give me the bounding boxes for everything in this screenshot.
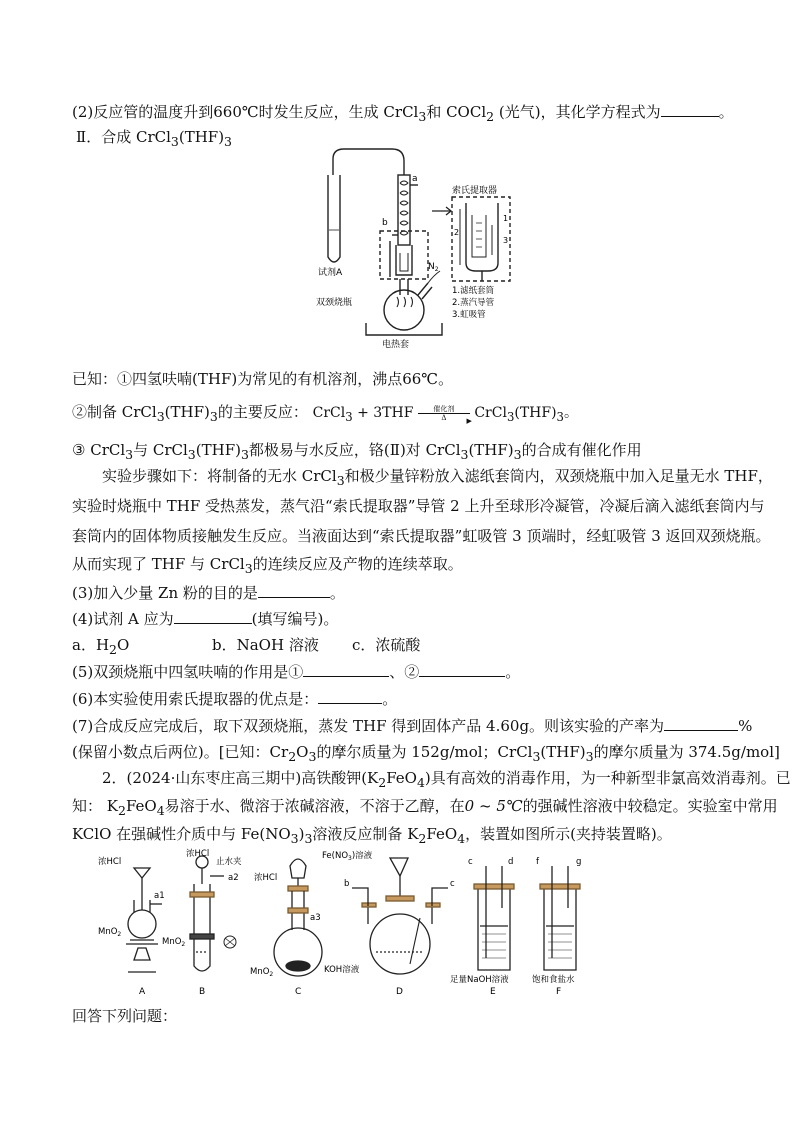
- procedure-3: [72, 525, 771, 547]
- problem-2-line-1: [102, 767, 791, 794]
- subscript: 3: [513, 447, 522, 462]
- label-b-mno2: MnO$_2$: [162, 937, 186, 948]
- problem-2-l1-mid: FeO: [386, 769, 417, 787]
- question-7-unit: %: [738, 717, 753, 735]
- label-a1: a1: [154, 891, 165, 901]
- label-d-c: c: [450, 879, 455, 889]
- procedure-2: [72, 495, 765, 517]
- subscript: 4: [457, 831, 466, 846]
- answer-blank: [258, 583, 330, 598]
- subscript: 3: [209, 409, 218, 424]
- subscript: 2: [109, 642, 117, 657]
- answer-blank: [664, 716, 738, 731]
- known-3-mid3: (THF): [468, 441, 514, 459]
- condenser: [398, 175, 410, 245]
- question-7b-prefix: (保留小数点后两位)。[已知：Cr: [72, 743, 289, 761]
- caption-d: D: [396, 987, 403, 997]
- procedure-4-prefix: 从而实现了 THF 与 CrCl: [72, 555, 245, 573]
- question-7b-mid: O: [296, 743, 309, 761]
- label-e-d: d: [508, 857, 514, 867]
- question-3: [72, 582, 728, 604]
- option-a: [72, 634, 212, 661]
- inset-label-2: 2: [454, 228, 460, 237]
- section-title-mid: (THF): [178, 128, 225, 146]
- temperature-range: 0 ~ 5℃: [464, 797, 523, 815]
- subscript: 4: [156, 803, 165, 818]
- subscript: 3: [187, 447, 196, 462]
- caption-e: E: [490, 987, 496, 997]
- heating-mantle: [366, 323, 442, 335]
- caption-f: F: [556, 987, 562, 997]
- question-6-text: (6)本实验使用索氏提取器的优点是：: [72, 690, 319, 708]
- subscript: 3: [170, 134, 179, 149]
- known-3-prefix: ③ CrCl: [72, 441, 126, 459]
- question-2-line: [72, 101, 734, 128]
- subscript: 3: [532, 749, 541, 764]
- answer-blank: [661, 102, 719, 117]
- question-7-text: (7)合成反应完成后，取下双颈烧瓶，蒸发 THF 得到固体产品 4.60g。则该实验的产率为: [72, 717, 665, 735]
- problem-2-l2-prefix: 知： K: [72, 797, 118, 815]
- answer-blank: [174, 609, 252, 624]
- label-a3: a3: [310, 913, 321, 923]
- procedure-4-suffix: 的连续反应及产物的连续萃取。: [252, 555, 463, 573]
- eq-arrow: 催化剂 ▶ Δ: [418, 405, 470, 422]
- known-1-text: 已知：①四氢呋喃(THF)为常见的有机溶剂，沸点66℃。: [72, 370, 454, 388]
- known-3-mid2: (THF): [195, 441, 241, 459]
- inset-label-1: 1: [503, 214, 509, 223]
- problem-2-l2-mid: FeO: [125, 797, 157, 815]
- connecting-tube: [333, 149, 404, 175]
- funnel-a: [134, 868, 150, 878]
- flask-a: [128, 910, 156, 938]
- problem-2-l1-prefix: 2．(2024·山东枣庄高三期中)高铁酸钾(K: [102, 769, 379, 787]
- known-2-prefix: ②制备 CrCl: [72, 403, 157, 421]
- legend-3: 3.虹吸管: [452, 310, 486, 320]
- question-5-text: (5)双颈烧瓶中四氢呋喃的作用是①: [72, 663, 304, 681]
- eq-end: 。: [563, 405, 578, 421]
- label-n2: $N_2$: [428, 262, 439, 273]
- question-4-text: (4)试剂 A 应为: [72, 610, 174, 628]
- subscript: 3: [506, 409, 515, 424]
- caption-a: A: [139, 987, 146, 997]
- apparatus-d: [352, 858, 448, 974]
- two-neck-flask: [384, 290, 424, 330]
- known-3-end: 的合成有催化作用: [521, 441, 642, 459]
- subscript: 3: [240, 447, 249, 462]
- eq-right: CrCl: [474, 405, 507, 421]
- options-line: [72, 634, 728, 661]
- procedure-1: [102, 465, 773, 492]
- question-7: [72, 715, 753, 737]
- eq-condition-top: 催化剂: [433, 404, 455, 413]
- problem-2-l2-suffix: 的强碱性溶液中较稳定。实验室中常用: [522, 797, 778, 815]
- subscript: 3: [290, 831, 299, 846]
- subscript: 3: [244, 561, 253, 576]
- procedure-3-text: 套筒内的固体物质接触发生反应。当液面达到“索氏提取器”虹吸管 3 顶端时，经虹吸管 3 返回双颈烧瓶。: [72, 527, 771, 545]
- subscript: 3: [418, 109, 427, 124]
- side-neck: [418, 283, 432, 299]
- procedure-2-text: 实验时烧瓶中 THF 受热蒸发，蒸气沿“索氏提取器”导管 2 上升至球形冷凝管，冷凝后滴入滤纸套筒内与: [72, 497, 765, 515]
- q2-text-suffix: (光气)，其化学方程式为: [494, 103, 661, 121]
- label-f-brine: 饱和食盐水: [532, 975, 575, 985]
- question-5-sep: 、②: [389, 663, 420, 681]
- label-f-g: g: [576, 857, 582, 867]
- soxhlet-dashed-box: [380, 231, 428, 279]
- subscript: 3: [156, 409, 165, 424]
- label-b-clamp: 止水夹: [216, 857, 242, 867]
- known-3-mid: 与 CrCl: [133, 441, 188, 459]
- procedure-1-prefix: 实验步骤如下：将制备的无水 CrCl: [102, 467, 337, 485]
- problem-2-l3-prefix: KClO 在强碱性介质中与 Fe(NO: [72, 825, 291, 843]
- question-4-suffix: (填写编号)。: [251, 610, 339, 628]
- subscript: 3: [304, 831, 313, 846]
- option-b: b．NaOH 溶液: [212, 636, 319, 654]
- answer-blank: [419, 662, 505, 677]
- question-7b-suffix: 的摩尔质量为 374.5g/mol]: [593, 743, 780, 761]
- option-a-prefix: a．H: [72, 636, 110, 654]
- subscript: 3: [224, 134, 232, 149]
- end-mark: 。: [505, 663, 521, 681]
- problem-2-l3-mid3: FeO: [426, 825, 458, 843]
- label-c-hcl: 浓HCl: [254, 873, 278, 883]
- q2-end: 。: [718, 103, 734, 121]
- q2-text-mid: 和 COCl: [426, 103, 487, 121]
- subscript: 2: [418, 831, 427, 846]
- inset-title: 索氏提取器: [452, 186, 498, 196]
- subscript: 2: [486, 109, 495, 124]
- label-a2: a2: [228, 873, 239, 883]
- test-tube: [328, 175, 340, 262]
- label-a-mno2: MnO$_2$: [98, 927, 122, 938]
- label-e-c: c: [468, 857, 473, 867]
- problem-2-l3-mid2: 溶液反应制备 K: [312, 825, 419, 843]
- subscript: 2: [288, 749, 297, 764]
- eq-right-2: (THF): [514, 405, 557, 421]
- subscript: 3: [336, 473, 345, 488]
- option-a-suffix: O: [116, 636, 130, 654]
- subscript: 3: [308, 749, 317, 764]
- question-7b: [72, 741, 780, 768]
- problem-2-line-2: [72, 795, 778, 822]
- label-b-hcl: 浓HCl: [186, 849, 210, 859]
- apparatus-figure: [300, 145, 540, 350]
- known-2-after: 的主要反应：: [217, 403, 308, 421]
- reaction-equation: [312, 404, 578, 425]
- subscript: 3: [345, 409, 353, 424]
- label-two-neck-flask: 双颈烧瓶: [316, 298, 353, 308]
- question-7b-mid2: 的摩尔质量为 152g/mol；CrCl: [316, 743, 533, 761]
- question-6: [72, 688, 728, 710]
- problem-2-line-3: [72, 823, 728, 850]
- known-2: [72, 401, 728, 428]
- answer-blank: [303, 662, 389, 677]
- known-3-suffix: 都极易与水反应，铬(Ⅱ)对 CrCl: [248, 441, 461, 459]
- option-c: c．浓硫酸: [352, 636, 421, 654]
- question-3-text: (3)加入少量 Zn 粉的目的是: [72, 584, 258, 602]
- legend-2: 2.蒸汽导管: [452, 298, 495, 308]
- end-mark: 。: [382, 690, 398, 708]
- caption-c: C: [295, 987, 302, 997]
- procedure-1-suffix: 和极少量锌粉放入滤纸套筒内，双颈烧瓶中加入足量无水 THF，: [344, 467, 773, 485]
- answer-prompt: [72, 1005, 728, 1027]
- label-b: b: [382, 218, 388, 228]
- flask-d: [370, 914, 430, 974]
- q2-text: (2)反应管的温度升到660℃时发生反应，生成 CrCl: [72, 103, 419, 121]
- label-c-mno2: MnO$_2$: [250, 967, 274, 978]
- label-heater: 电热套: [382, 340, 410, 350]
- subscript: 2: [117, 803, 126, 818]
- end-mark: 。: [329, 584, 345, 602]
- eq-plus: + 3THF: [352, 405, 414, 421]
- subscript: 3: [125, 447, 134, 462]
- procedure-4: [72, 553, 728, 580]
- label-a-hcl: 浓HCl: [98, 857, 122, 867]
- eq-left: CrCl: [312, 405, 346, 421]
- known-2-mid: (THF): [164, 403, 210, 421]
- legend-1: 1.滤纸套筒: [452, 286, 495, 296]
- apparatus-a: [126, 868, 162, 972]
- subscript: 3: [585, 749, 594, 764]
- label-d-fe: $Fe(NO_3)$溶液: [322, 851, 373, 862]
- question-4: [72, 608, 728, 630]
- answer-prompt-text: 回答下列问题：: [72, 1007, 178, 1025]
- label-d-koh: KOH溶液: [324, 965, 360, 975]
- problem-2-l3-mid: ): [298, 825, 305, 843]
- problem-2-l2-mid2: 易溶于水、微溶于浓碱溶液，不溶于乙醇，在: [164, 797, 465, 815]
- caption-b: B: [199, 987, 206, 997]
- question-5: [72, 661, 728, 683]
- section-title-prefix: Ⅱ．合成 CrCl: [76, 128, 171, 146]
- inset-label-3: 3: [503, 236, 509, 245]
- label-a: a: [412, 174, 418, 184]
- label-reagent-a: 试剂A: [318, 268, 343, 278]
- known-1: [72, 368, 728, 390]
- problem-2-l1-suffix: )具有高效的消毒作用，为一种新型非氯高效消毒剂。已: [424, 769, 791, 787]
- apparatus-f: [540, 866, 580, 970]
- problem-2-l3-suffix: ，装置如图所示(夹持装置略)。: [465, 825, 672, 843]
- label-d-b: b: [344, 879, 350, 889]
- label-f-f: f: [536, 857, 539, 867]
- question-7b-mid3: (THF): [540, 743, 586, 761]
- subscript: 3: [556, 409, 564, 424]
- label-e-naoh: 足量NaOH溶液: [450, 975, 509, 985]
- subscript: 4: [416, 775, 425, 790]
- inset-extractor: [466, 203, 498, 271]
- subscript: 3: [460, 447, 469, 462]
- apparatus-e: [474, 866, 514, 970]
- answer-blank: [318, 689, 382, 704]
- subscript: 2: [378, 775, 387, 790]
- apparatus-set-figure: [90, 848, 600, 998]
- known-3: [72, 439, 728, 466]
- eq-condition-bottom: Δ: [441, 413, 447, 422]
